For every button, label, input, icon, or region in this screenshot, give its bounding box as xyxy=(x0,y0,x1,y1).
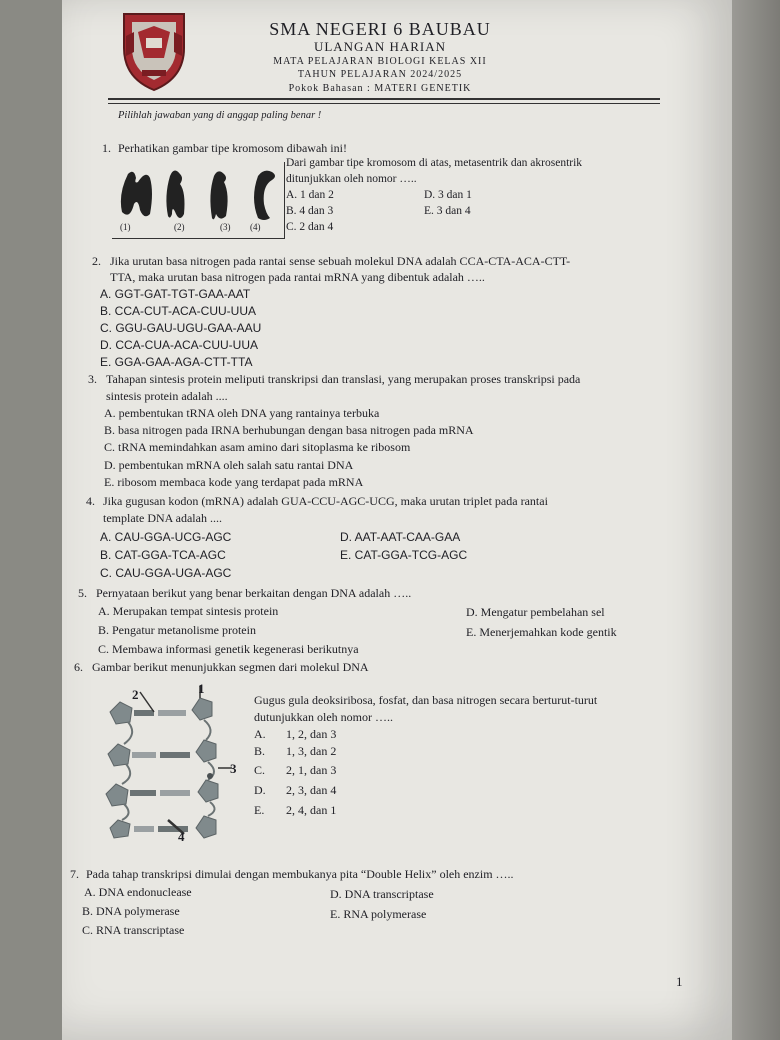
q6-option-d-letter: D. xyxy=(254,783,266,797)
q4-option-e: E. CAT-GGA-TCG-AGC xyxy=(340,548,468,562)
q6-option-e-text: 2, 4, dan 1 xyxy=(286,803,337,817)
q2-option-d: D. CCA-CUA-ACA-CUU-UUA xyxy=(100,338,258,352)
q2-stem-line2: TTA, maka urutan basa nitrogen pada rantai mRNA yang dibentuk adalah ….. xyxy=(110,270,485,284)
dna-label-3: 3 xyxy=(230,761,237,776)
q5-option-d: D. Mengatur pembelahan sel xyxy=(466,605,605,619)
q7-option-b: B. DNA polymerase xyxy=(82,904,180,918)
q4-option-a: A. CAU-GGA-UCG-AGC xyxy=(100,530,232,544)
q6-option-a-letter: A. xyxy=(254,727,266,741)
dna-label-4: 4 xyxy=(178,829,185,844)
q3-stem-line1: Tahapan sintesis protein meliputi transkripsi dan translasi, yang merupakan proses transkripsi pada xyxy=(106,372,581,386)
q3-option-b: B. basa nitrogen pada IRNA berhubungan dengan basa nitrogen pada mRNA xyxy=(104,423,474,437)
q5-option-e: E. Menerjemahkan kode gentik xyxy=(466,625,617,639)
chromosome-1 xyxy=(121,172,152,217)
q2-option-a: A. GGT-GAT-TGT-GAA-AAT xyxy=(100,287,251,301)
q3-stem-line2: sintesis protein adalah .... xyxy=(106,389,228,403)
q6-prompt-line1: Gugus gula deoksiribosa, fosfat, dan basa nitrogen secara berturut-turut xyxy=(254,693,598,707)
q7-option-a: A. DNA endonuclease xyxy=(84,885,192,899)
q7-option-c: C. RNA transcriptase xyxy=(82,923,185,937)
chromosome-label-2: (2) xyxy=(174,222,185,232)
q3-number: 3. xyxy=(88,372,97,386)
q7-number: 7. xyxy=(70,867,79,881)
q1-option-e: E. 3 dan 4 xyxy=(424,205,471,217)
subject-line: MATA PELAJARAN BIOLOGI KELAS XII xyxy=(273,56,487,67)
academic-year: TAHUN PELAJARAN 2024/2025 xyxy=(297,69,463,80)
q4-stem-line1: Jika gugusan kodon (mRNA) adalah GUA-CCU-AGC-UCG, maka urutan triplet pada rantai xyxy=(103,494,548,508)
chromosome-label-1: (1) xyxy=(120,222,131,232)
q4-number: 4. xyxy=(86,494,95,508)
q3-option-e: E. ribosom membaca kode yang terdapat pada mRNA xyxy=(104,475,364,489)
q7-option-d: D. DNA transcriptase xyxy=(330,887,434,901)
page-number: 1 xyxy=(676,974,683,989)
q6-number: 6. xyxy=(74,660,83,674)
q4-option-b: B. CAT-GGA-TCA-AGC xyxy=(100,548,226,562)
q2-option-e: E. GGA-GAA-AGA-CTT-TTA xyxy=(100,355,253,369)
header-divider-thin xyxy=(108,103,660,104)
q2-stem-line1: Jika urutan basa nitrogen pada rantai sense sebuah molekul DNA adalah CCA-CTA-ACA-CTT- xyxy=(110,254,571,268)
q5-option-c: C. Membawa informasi genetik kegenerasi berikutnya xyxy=(98,642,359,656)
table-surface xyxy=(732,0,780,1040)
q7-option-e: E. RNA polymerase xyxy=(330,907,427,921)
chromosome-label-3: (3) xyxy=(220,222,231,232)
dna-label-2: 2 xyxy=(132,687,139,702)
q6-stem: Gambar berikut menunjukkan segmen dari molekul DNA xyxy=(92,660,369,674)
school-name: SMA NEGERI 6 BAUBAU xyxy=(269,19,491,39)
q6-option-b-text: 1, 3, dan 2 xyxy=(286,744,337,758)
dna-label-1: 1 xyxy=(198,681,205,696)
chromosome-4 xyxy=(254,171,275,220)
q3-option-a: A. pembentukan tRNA oleh DNA yang rantainya terbuka xyxy=(104,406,380,420)
q7-stem: Pada tahap transkripsi dimulai dengan membukanya pita “Double Helix” oleh enzim ….. xyxy=(86,867,514,881)
q5-stem: Pernyataan berikut yang benar berkaitan dengan DNA adalah ….. xyxy=(96,586,412,600)
q5-number: 5. xyxy=(78,586,87,600)
q2-number: 2. xyxy=(92,254,101,268)
q4-option-c: C. CAU-GGA-UGA-AGC xyxy=(100,566,232,580)
instruction-text: Pilihlah jawaban yang di anggap paling benar ! xyxy=(118,110,322,121)
q6-prompt-line2: dutunjukkan oleh nomor ….. xyxy=(254,710,393,724)
q5-option-b: B. Pengatur metanolisme protein xyxy=(98,623,256,637)
q6-option-b-letter: B. xyxy=(254,744,266,758)
q1-option-c: C. 2 dan 4 xyxy=(286,221,334,233)
q1-option-d: D. 3 dan 1 xyxy=(424,189,472,201)
chromosome-2 xyxy=(166,170,184,218)
exam-title: ULANGAN HARIAN xyxy=(313,39,447,54)
chromosome-types-figure xyxy=(114,164,280,222)
q6-option-a-text: 1, 2, dan 3 xyxy=(286,727,337,741)
q1-stem: Perhatikan gambar tipe kromosom dibawah ini! xyxy=(118,141,347,155)
q6-option-c-letter: C. xyxy=(254,763,266,777)
q1-prompt-line2: ditunjukkan oleh nomor ….. xyxy=(286,173,417,185)
q4-option-d: D. AAT-AAT-CAA-GAA xyxy=(340,530,461,544)
header-divider xyxy=(108,98,660,100)
q6-option-e-letter: E. xyxy=(254,803,265,817)
q1-option-b: B. 4 dan 3 xyxy=(286,205,334,217)
topic-line: Pokok Bahasan : MATERI GENETIK xyxy=(288,83,472,94)
q1-option-a: A. 1 dan 2 xyxy=(286,189,334,201)
chromosome-label-4: (4) xyxy=(250,222,261,232)
q5-option-a: A. Merupakan tempat sintesis protein xyxy=(98,604,279,618)
q1-prompt-line1: Dari gambar tipe kromosom di atas, metasentrik dan akrosentrik xyxy=(286,157,583,169)
q3-option-d: D. pembentukan mRNA oleh salah satu rantai DNA xyxy=(104,458,354,472)
q4-stem-line2: template DNA adalah .... xyxy=(103,511,222,525)
q1-number: 1. xyxy=(102,141,111,155)
school-logo-emblem xyxy=(120,8,188,92)
chromosome-3 xyxy=(210,171,227,219)
q6-option-c-text: 2, 1, dan 3 xyxy=(286,763,337,777)
q2-option-c: C. GGU-GAU-UGU-GAA-AAU xyxy=(100,321,262,335)
q3-option-c: C. tRNA memindahkan asam amino dari sitoplasma ke ribosom xyxy=(104,440,411,454)
dna-segment-figure xyxy=(100,680,250,850)
q2-option-b: B. CCA-CUT-ACA-CUU-UUA xyxy=(100,304,256,318)
q6-option-d-text: 2, 3, dan 4 xyxy=(286,783,337,797)
